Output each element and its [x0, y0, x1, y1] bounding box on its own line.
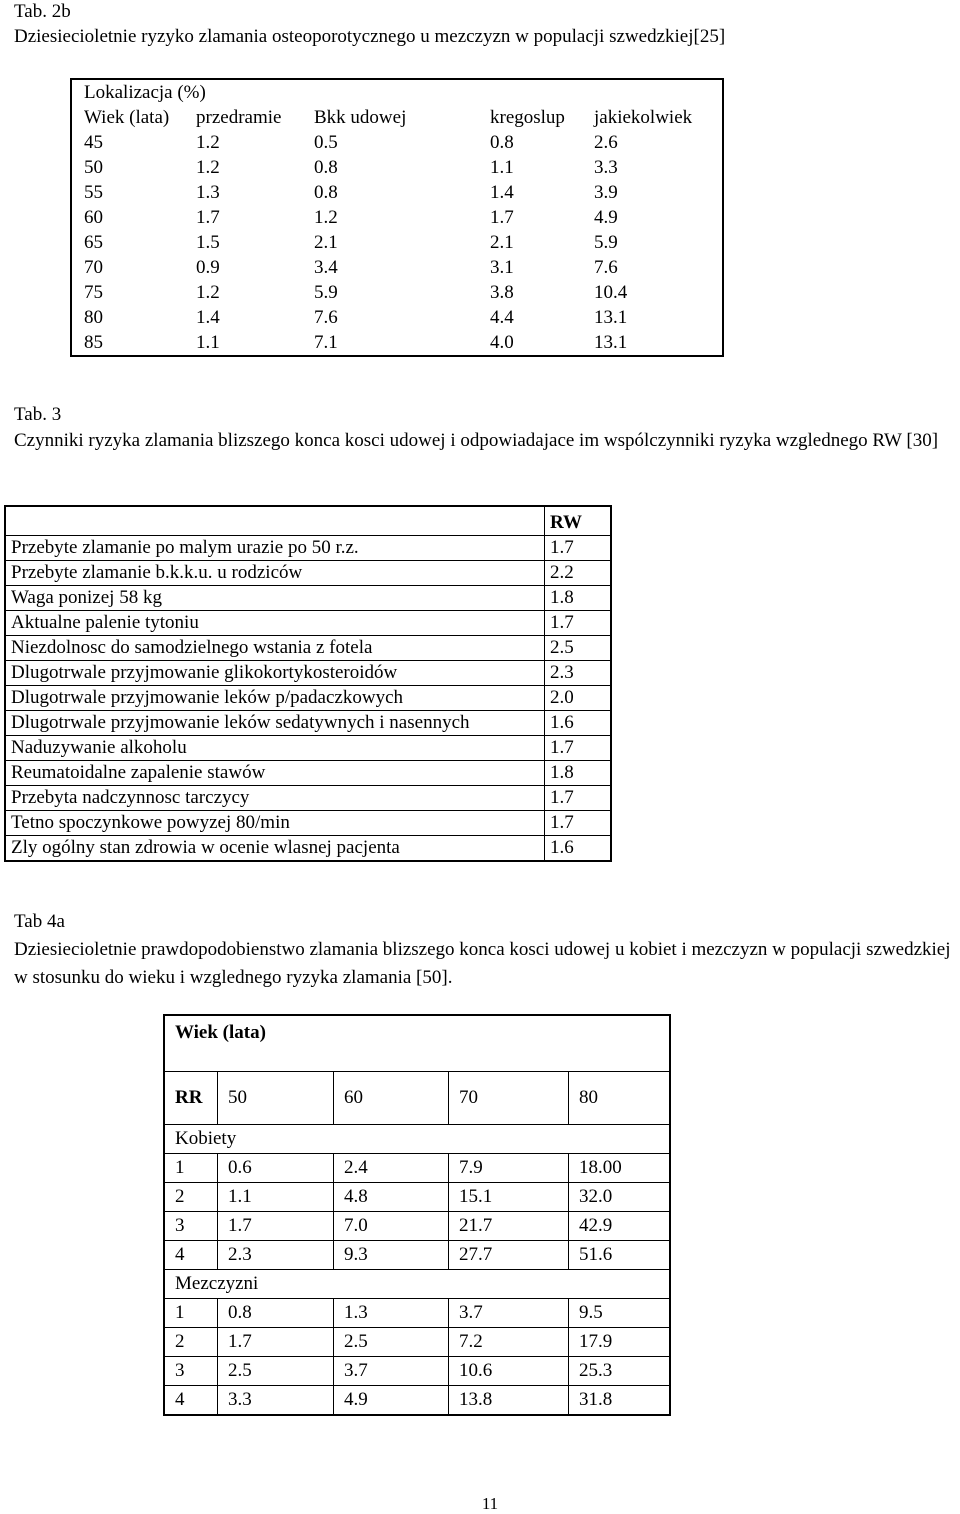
tab4a-label: Tab 4a	[14, 911, 65, 932]
table-cell: 2.6	[594, 132, 618, 153]
page-number: 11	[481, 1494, 499, 1513]
risk-factor-label: Niezdolnosc do samodzielnego wstania z fotela	[5, 636, 545, 661]
table-cell: 15.1	[449, 1183, 569, 1212]
tab4a-age-header-row	[164, 1015, 670, 1072]
risk-factor-label: Tetno spoczynkowe powyzej 80/min	[5, 811, 545, 836]
risk-factor-label: Przebyta nadczynnosc tarczycy	[5, 786, 545, 811]
risk-factor-rw: 2.5	[545, 636, 612, 661]
risk-factor-label: Zly ogólny stan zdrowia w ocenie wlasnej pacjenta	[5, 836, 545, 862]
tab4a-age-cell: 80	[569, 1072, 671, 1125]
table-cell: 2	[164, 1183, 218, 1212]
risk-factor-rw: 1.7	[545, 536, 612, 561]
table-cell: 0.5	[314, 132, 338, 153]
table-cell: 10.4	[594, 282, 628, 303]
table-row	[164, 1357, 670, 1386]
table-cell: 3.3	[594, 157, 618, 178]
tab2b-label: Tab. 2b	[14, 1, 71, 22]
table-row	[71, 330, 723, 356]
table-cell: 21.7	[449, 1212, 569, 1241]
group-header-row	[164, 1125, 670, 1154]
risk-factor-label: Dlugotrwale przyjmowanie leków p/padaczkowych	[5, 686, 545, 711]
table-cell: 7.6	[594, 257, 618, 278]
table-cell: 4.0	[490, 332, 514, 353]
risk-factor-rw: 1.7	[545, 811, 612, 836]
group-name: Mezczyzni	[164, 1270, 670, 1299]
tab3-header-rw: RW	[550, 512, 583, 533]
tab4a-age-cell: 60	[334, 1072, 449, 1125]
table-row	[164, 1241, 670, 1270]
table-cell: 1.7	[196, 207, 220, 228]
table-cell: 2.1	[490, 232, 514, 253]
table-row	[5, 711, 611, 736]
table-row	[5, 786, 611, 811]
table-cell: 55	[84, 182, 103, 203]
risk-factor-label: Dlugotrwale przyjmowanie glikokortykosteroidów	[5, 661, 545, 686]
risk-factor-rw: 2.0	[545, 686, 612, 711]
table-row	[71, 230, 723, 255]
table-cell: 1.2	[314, 207, 338, 228]
table-cell: 0.8	[490, 132, 514, 153]
table-cell: 1	[164, 1154, 218, 1183]
risk-factor-label: Dlugotrwale przyjmowanie leków sedatywnych i nasennych	[5, 711, 545, 736]
risk-factor-label: Przebyte zlamanie b.k.k.u. u rodziców	[5, 561, 545, 586]
table-cell: 1.2	[196, 282, 220, 303]
table-row	[5, 586, 611, 611]
table-cell: 4.8	[334, 1183, 449, 1212]
table-row	[71, 155, 723, 180]
table-cell: 4.4	[490, 307, 514, 328]
tab3-table	[4, 505, 612, 862]
table-cell: 3.7	[334, 1357, 449, 1386]
table-cell: 25.3	[569, 1357, 671, 1386]
table-row	[5, 836, 611, 862]
table-cell: 85	[84, 332, 103, 353]
table-row	[5, 661, 611, 686]
table-cell: 65	[84, 232, 103, 253]
table-cell: 7.6	[314, 307, 338, 328]
table-cell: 2.5	[334, 1328, 449, 1357]
table-cell: 60	[84, 207, 103, 228]
table-cell: 5.9	[594, 232, 618, 253]
table-cell: 3.4	[314, 257, 338, 278]
table-cell: 13.8	[449, 1386, 569, 1416]
table-cell: 13.1	[594, 307, 628, 328]
risk-factor-label: Reumatoidalne zapalenie stawów	[5, 761, 545, 786]
tab4a-table	[163, 1014, 671, 1416]
group-header-row	[164, 1270, 670, 1299]
table-cell: 31.8	[569, 1386, 671, 1416]
table-cell: 1.3	[196, 182, 220, 203]
table-row	[71, 305, 723, 330]
tab2b-header-cell: kregoslup	[490, 107, 565, 128]
table-row	[71, 280, 723, 305]
table-cell: 3.8	[490, 282, 514, 303]
table-cell: 2.3	[218, 1241, 334, 1270]
tab3-label: Tab. 3	[14, 404, 62, 425]
table-cell: 42.9	[569, 1212, 671, 1241]
risk-factor-rw: 1.8	[545, 586, 612, 611]
table-cell: 2.5	[218, 1357, 334, 1386]
table-cell: 27.7	[449, 1241, 569, 1270]
tab3-header-row	[5, 506, 611, 536]
risk-factor-label: Waga ponizej 58 kg	[5, 586, 545, 611]
tab2b-header-cell: jakiekolwiek	[594, 107, 693, 128]
table-cell: 7.1	[314, 332, 338, 353]
table-cell: 1.2	[196, 132, 220, 153]
table-cell: 3.7	[449, 1299, 569, 1328]
table-cell: 2	[164, 1328, 218, 1357]
table-cell: 13.1	[594, 332, 628, 353]
tab2b-table	[70, 78, 724, 357]
table-cell: 10.6	[449, 1357, 569, 1386]
table-cell: 3	[164, 1212, 218, 1241]
table-row	[5, 686, 611, 711]
table-row	[5, 536, 611, 561]
table-cell: 3	[164, 1357, 218, 1386]
tab2b-header-cell: Bkk udowej	[314, 107, 407, 128]
table-row	[164, 1386, 670, 1416]
table-row	[164, 1212, 670, 1241]
table-cell: 1.4	[196, 307, 220, 328]
table-cell: 80	[84, 307, 103, 328]
table-cell: 1	[164, 1299, 218, 1328]
table-cell: 2.1	[314, 232, 338, 253]
risk-factor-rw: 1.6	[545, 836, 612, 862]
table-cell: 4	[164, 1386, 218, 1416]
table-cell: 0.8	[314, 182, 338, 203]
table-row	[71, 130, 723, 155]
table-cell: 9.3	[334, 1241, 449, 1270]
tab4a-rr-label: RR	[164, 1072, 218, 1125]
table-cell: 7.0	[334, 1212, 449, 1241]
risk-factor-rw: 1.7	[545, 611, 612, 636]
risk-factor-rw: 1.7	[545, 736, 612, 761]
table-cell: 50	[84, 157, 103, 178]
table-cell: 2.4	[334, 1154, 449, 1183]
tab4a-title: Dziesiecioletnie prawdopodobienstwo zlamania blizszego konca kosci udowej u kobiet i mezczyzn w populacji szwedzkiej w stosunku do wieku i wzglednego ryzyka zlamania [50].	[14, 939, 951, 988]
risk-factor-label: Aktualne palenie tytoniu	[5, 611, 545, 636]
table-row	[164, 1299, 670, 1328]
table-cell: 1.1	[490, 157, 514, 178]
tab4a-age-header: Wiek (lata)	[164, 1015, 670, 1072]
table-row	[164, 1183, 670, 1212]
table-cell: 3.3	[218, 1386, 334, 1416]
table-cell: 7.9	[449, 1154, 569, 1183]
table-cell: 1.1	[196, 332, 220, 353]
tab2b-header-cell: przedramie	[196, 107, 282, 128]
table-cell: 18.00	[569, 1154, 671, 1183]
table-row	[71, 180, 723, 205]
table-cell: 0.6	[218, 1154, 334, 1183]
tab4a-rr-row	[164, 1072, 670, 1125]
table-cell: 4.9	[334, 1386, 449, 1416]
risk-factor-label: Naduzywanie alkoholu	[5, 736, 545, 761]
table-row	[164, 1328, 670, 1357]
table-cell: 32.0	[569, 1183, 671, 1212]
table-row	[71, 205, 723, 230]
table-cell: 4	[164, 1241, 218, 1270]
tab2b-title: Dziesiecioletnie ryzyko zlamania osteoporotycznego u mezczyzn w populacji szwedzkiej[25]	[14, 26, 726, 47]
table-cell: 5.9	[314, 282, 338, 303]
table-cell: 3.9	[594, 182, 618, 203]
table-cell: 1.2	[196, 157, 220, 178]
risk-factor-label: Przebyte zlamanie po malym urazie po 50 r.z.	[5, 536, 545, 561]
table-cell: 1.5	[196, 232, 220, 253]
table-row	[164, 1154, 670, 1183]
table-cell: 70	[84, 257, 103, 278]
tab3-title: Czynniki ryzyka zlamania blizszego konca kosci udowej i odpowiadajace im wspólczynniki ryzyka wzglednego RW [30]	[14, 430, 939, 451]
table-cell: 4.9	[594, 207, 618, 228]
table-cell: 1.7	[218, 1212, 334, 1241]
tab2b-header-cell: Wiek (lata)	[84, 107, 170, 128]
risk-factor-rw: 1.8	[545, 761, 612, 786]
table-row	[5, 811, 611, 836]
tab2b-caption-row	[71, 79, 723, 105]
table-row	[5, 561, 611, 586]
table-cell: 75	[84, 282, 103, 303]
table-cell: 9.5	[569, 1299, 671, 1328]
table-row	[5, 736, 611, 761]
table-cell: 1.1	[218, 1183, 334, 1212]
table-cell: 7.2	[449, 1328, 569, 1357]
table-row	[5, 611, 611, 636]
table-cell: 0.8	[314, 157, 338, 178]
tab4a-age-cell: 70	[449, 1072, 569, 1125]
table-row	[71, 255, 723, 280]
table-row	[5, 636, 611, 661]
table-cell: 1.7	[218, 1328, 334, 1357]
table-cell: 1.4	[490, 182, 514, 203]
group-name: Kobiety	[164, 1125, 670, 1154]
table-cell: 17.9	[569, 1328, 671, 1357]
table-cell: 0.8	[218, 1299, 334, 1328]
table-cell: 3.1	[490, 257, 514, 278]
risk-factor-rw: 2.2	[545, 561, 612, 586]
risk-factor-rw: 1.7	[545, 786, 612, 811]
table-row	[5, 761, 611, 786]
table-cell: 1.3	[334, 1299, 449, 1328]
tab2b-header-row	[71, 105, 723, 130]
table-cell: 45	[84, 132, 103, 153]
tab3-header-blank	[5, 506, 545, 536]
tab2b-caption: Lokalizacja (%)	[84, 82, 206, 103]
table-cell: 1.7	[490, 207, 514, 228]
table-cell: 0.9	[196, 257, 220, 278]
tab4a-age-cell: 50	[218, 1072, 334, 1125]
risk-factor-rw: 2.3	[545, 661, 612, 686]
risk-factor-rw: 1.6	[545, 711, 612, 736]
table-cell: 51.6	[569, 1241, 671, 1270]
